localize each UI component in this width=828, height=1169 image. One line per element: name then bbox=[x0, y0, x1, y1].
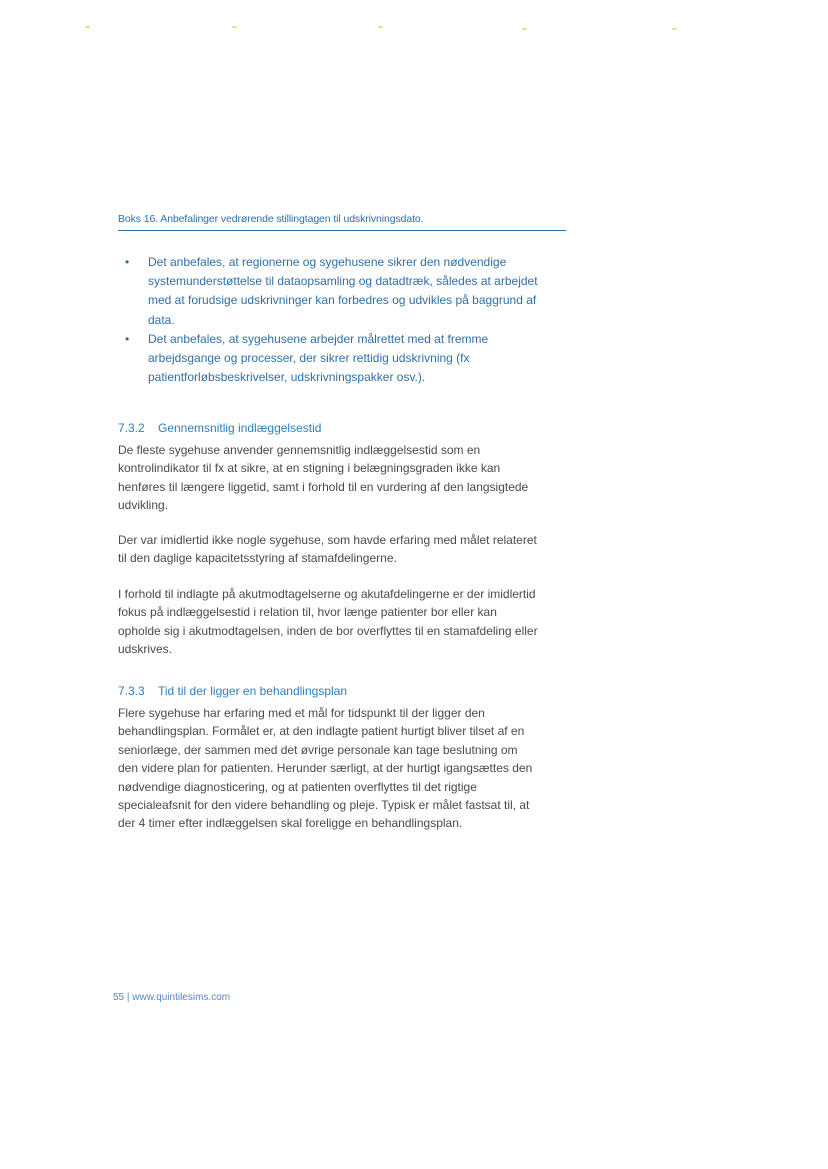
scan-speck bbox=[232, 26, 237, 28]
section-number: 7.3.3 bbox=[118, 684, 145, 698]
section-number: 7.3.2 bbox=[118, 421, 145, 435]
bullet-icon: • bbox=[125, 255, 130, 269]
box-divider bbox=[118, 230, 566, 231]
section-title: Gennemsnitlig indlæggelsestid bbox=[158, 421, 322, 435]
recommendation-text: Det anbefales, at sygehusene arbejder målrettet med at fremme arbejdsgange og processer, der sikrer rettidig udskrivning (fx patientforløbsbeskrivelser, udskrivningspakker osv.). bbox=[148, 331, 489, 385]
paragraph: Flere sygehuse har erfaring med et mål for tidspunkt til der ligger den behandlingsplan. Formålet er, at den indlagte patient hurtigt bliver tilset af en seniorlæge, der sammen med det øvrige personale kan tage beslutning om den videre plan for patienten. Herunder særligt, at der hurtigt igangsættes den nødvendige diagnosticering, og at patienten overflyttes til det rigtige specialeafsnit for den videre behandling og pleje. Typisk er målet fastsat til, at der 4 timer efter indlæggelsen skal foreligge en behandlingsplan. bbox=[118, 706, 533, 831]
section-heading-7-3-3 bbox=[118, 684, 538, 698]
scan-speck bbox=[378, 26, 383, 28]
paragraph: I forhold til indlagte på akutmodtagelserne og akutafdelingerne er der imidlertid fokus på indlæggelsestid i relation til, hvor længe patienter bor eller kan opholde sig i akutmodtagelsen, inden de bor overflyttes til en stamafdeling eller udskrives. bbox=[118, 587, 538, 657]
recommendation-list bbox=[125, 253, 545, 387]
paragraph: Der var imidlertid ikke nogle sygehuse, som havde erfaring med målet relateret til den daglige kapacitetsstyring af stamafdelingerne. bbox=[118, 533, 537, 566]
scan-speck bbox=[85, 26, 90, 28]
recommendation-item bbox=[125, 253, 545, 330]
bullet-icon: • bbox=[125, 331, 130, 346]
scan-speck bbox=[522, 28, 527, 30]
scan-specks bbox=[0, 0, 828, 60]
box-caption: Boks 16. Anbefalinger vedrørende stillingtagen til udskrivningsdato. bbox=[118, 213, 424, 225]
page-footer: 55 | www.quintilesims.com bbox=[113, 992, 231, 1003]
paragraph: De fleste sygehuse anvender gennemsnitlig indlæggelsestid som en kontrolindikator til fx at sikre, at en stigning i belægningsgraden ikke kan henføres til længere liggetid, samt i forhold til en vurdering af den langsigtede udvikling. bbox=[118, 443, 529, 513]
section-title: Tid til der ligger en behandlingsplan bbox=[158, 684, 348, 698]
section-heading-7-3-2 bbox=[118, 421, 538, 435]
recommendation-text: Det anbefales, at regionerne og sygehusene sikrer den nødvendige systemunderstøttelse til dataopsamling og datadtræk, således at arbejdet med at forudsige udskrivninger kan forbedres og udvikles på baggrund af data. bbox=[148, 255, 538, 327]
scan-speck bbox=[672, 28, 677, 30]
recommendation-item bbox=[125, 330, 545, 388]
